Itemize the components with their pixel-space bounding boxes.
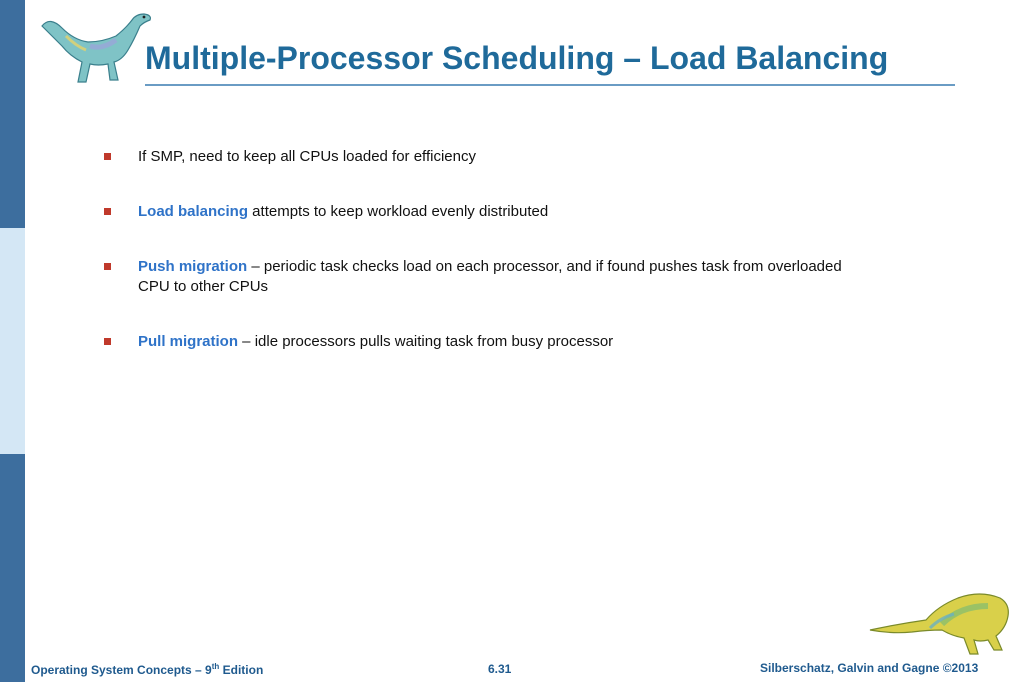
left-sidebar-band: [0, 0, 25, 682]
bullet-item: [104, 332, 864, 352]
footer-book-sup: th: [211, 662, 220, 671]
dinosaur-logo-icon: [868, 584, 1016, 656]
title-underline: [145, 84, 955, 86]
bullet-text: attempts to keep workload evenly distributed: [248, 203, 549, 220]
bullet-square-icon: [104, 263, 111, 270]
bullet-text: – periodic task checks load on each processor, and if found pushes task from overloaded CPU to other CPUs: [138, 258, 842, 295]
bullet-item: [104, 147, 864, 167]
bullet-keyword: Load balancing: [138, 203, 249, 220]
slide-title: Multiple-Processor Scheduling – Load Balancing: [145, 40, 889, 76]
dinosaur-logo-icon: [36, 6, 156, 86]
sidebar-segment-top: [0, 0, 25, 228]
footer-copyright: Silberschatz, Galvin and Gagne ©2013: [760, 661, 979, 675]
footer-page-number: 6.31: [488, 662, 512, 676]
bullet-item: [104, 257, 864, 297]
bullet-text: – idle processors pulls waiting task from busy processor: [238, 333, 614, 350]
bullet-text: If SMP, need to keep all CPUs loaded for efficiency: [138, 148, 476, 165]
bullet-square-icon: [104, 338, 111, 345]
footer-book-title: [31, 662, 263, 677]
footer-book-prefix: Operating System Concepts – 9: [31, 663, 212, 677]
footer-book-suffix: Edition: [219, 663, 264, 677]
bullet-list: [104, 147, 864, 352]
bullet-item: [104, 202, 864, 222]
bullet-keyword: Push migration: [138, 258, 248, 275]
bullet-square-icon: [104, 208, 111, 215]
sidebar-segment-middle: [0, 228, 25, 454]
bullet-square-icon: [104, 153, 111, 160]
sidebar-segment-bottom: [0, 454, 25, 682]
bullet-keyword: Pull migration: [138, 333, 239, 350]
